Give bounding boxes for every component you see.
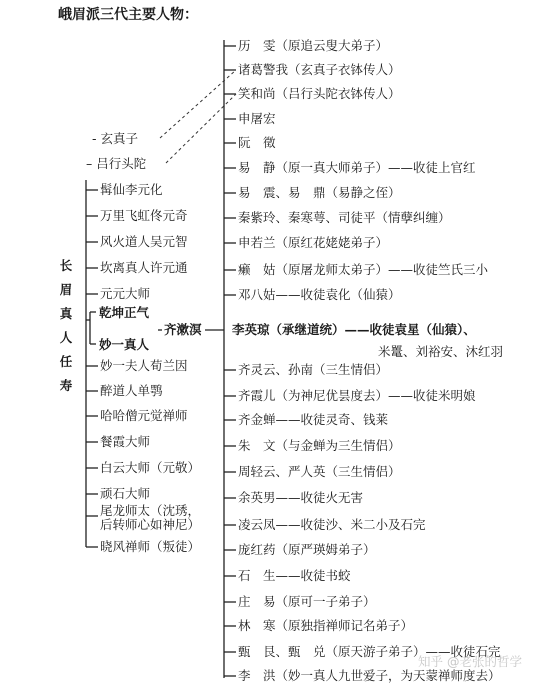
node-xuanzhenzi: - 玄真子	[92, 131, 138, 146]
gen2-node: 髯仙李元化	[100, 182, 163, 197]
gen3-node: 齐金蝉——收徒灵奇、钱莱	[238, 412, 389, 427]
gen2-node: 白云大师（元敬）	[100, 460, 201, 475]
root-name: 长 眉 真 人 任 寿	[59, 258, 73, 393]
gen2-node: 哈哈僧元觉禅师	[100, 408, 188, 423]
gen2-node: 后转师心如神尼）	[100, 517, 201, 532]
gen2-node: 万里飞虹佟元奇	[100, 208, 188, 223]
gen3-node: 申若兰（原红花姥姥弟子）	[238, 235, 389, 250]
gen2-node: 元元大师	[100, 286, 151, 301]
gen2-node: 尾龙师太（沈琇，	[100, 503, 201, 518]
gen3-node: 阮 徵	[238, 135, 276, 150]
gen3-node: 齐霞儿（为神尼优昙度去）——收徒米明娘	[238, 388, 476, 403]
gen2-node: 晓风禅师（叛徒）	[100, 539, 201, 554]
gen2-node: 风火道人吴元智	[100, 234, 188, 249]
gen3-node: 庄 易（原可一子弟子）	[238, 594, 376, 609]
gen2-node-miaoyi: 妙一真人	[99, 337, 150, 352]
gen3-node: 石 生——收徒书蛟	[238, 568, 351, 583]
gen3-node: 凌云凤——收徒沙、米二小及石完	[238, 517, 426, 532]
gen3-node: 甄 艮、甄 兑（原天游子弟子）——收徒石完	[238, 644, 501, 659]
gen3-node: 诸葛警我（玄真子衣钵传人）	[238, 62, 401, 77]
gen3-node: 癞 姑（原屠龙师太弟子）——收徒竺氏三小	[238, 262, 489, 277]
gen2-node: 妙一夫人荀兰因	[100, 358, 188, 373]
node-qishuming: 齐漱溟	[164, 322, 202, 337]
gen3-node: 齐灵云、孙南（三生情侣）	[238, 362, 389, 377]
node-lvxingtoutuo: – 吕行头陀	[86, 156, 147, 171]
gen3-node: 朱 文（与金蝉为三生情侣）	[238, 438, 401, 453]
gen3-node: 易 静（原一真大师弟子）——收徒上官红	[238, 160, 476, 175]
gen3-node: 秦紫玲、秦寒萼、司徒平（情孽纠缠）	[238, 210, 451, 225]
gen3-node: 周轻云、严人英（三生情侣）	[238, 464, 401, 479]
gen3-node-cont: 米鼍、刘裕安、沐红羽	[378, 344, 504, 359]
gen3-node: 易 震、易 鼎（易静之侄）	[238, 185, 401, 200]
gen3-node: 林 寒（原独指禅师记名弟子）	[238, 618, 414, 633]
gen3-node: 余英男——收徒火无害	[238, 490, 364, 505]
gen3-node: 笑和尚（吕行头陀衣钵传人）	[238, 86, 401, 101]
watermark: 知乎 @老张的哲学	[418, 654, 522, 669]
gen3-node: 申屠宏	[238, 111, 276, 126]
gen2-node: 醉道人单鹗	[100, 383, 163, 398]
page-title: 峨眉派三代主要人物：	[58, 7, 198, 23]
gen3-node: 邓八姑——收徒袁化（仙猿）	[238, 287, 401, 302]
gen2-node: 餐霞大师	[100, 434, 151, 449]
gen2-node-qiankun: 乾坤正气	[99, 305, 150, 320]
gen3-node: 庞红药（原严瑛姆弟子）	[238, 542, 376, 557]
gen3-node: 历 雯（原追云叟大弟子）	[238, 38, 389, 53]
gen2-node: 坎离真人许元通	[100, 260, 188, 275]
gen3-node-liyingqiong: 李英琼（承继道统）——收徒袁星（仙猿）、	[232, 322, 476, 337]
gen2-node: 顽石大师	[100, 486, 151, 501]
gen3-node: 李 洪（妙一真人九世爱子，为天蒙禅师度去）	[238, 668, 501, 683]
